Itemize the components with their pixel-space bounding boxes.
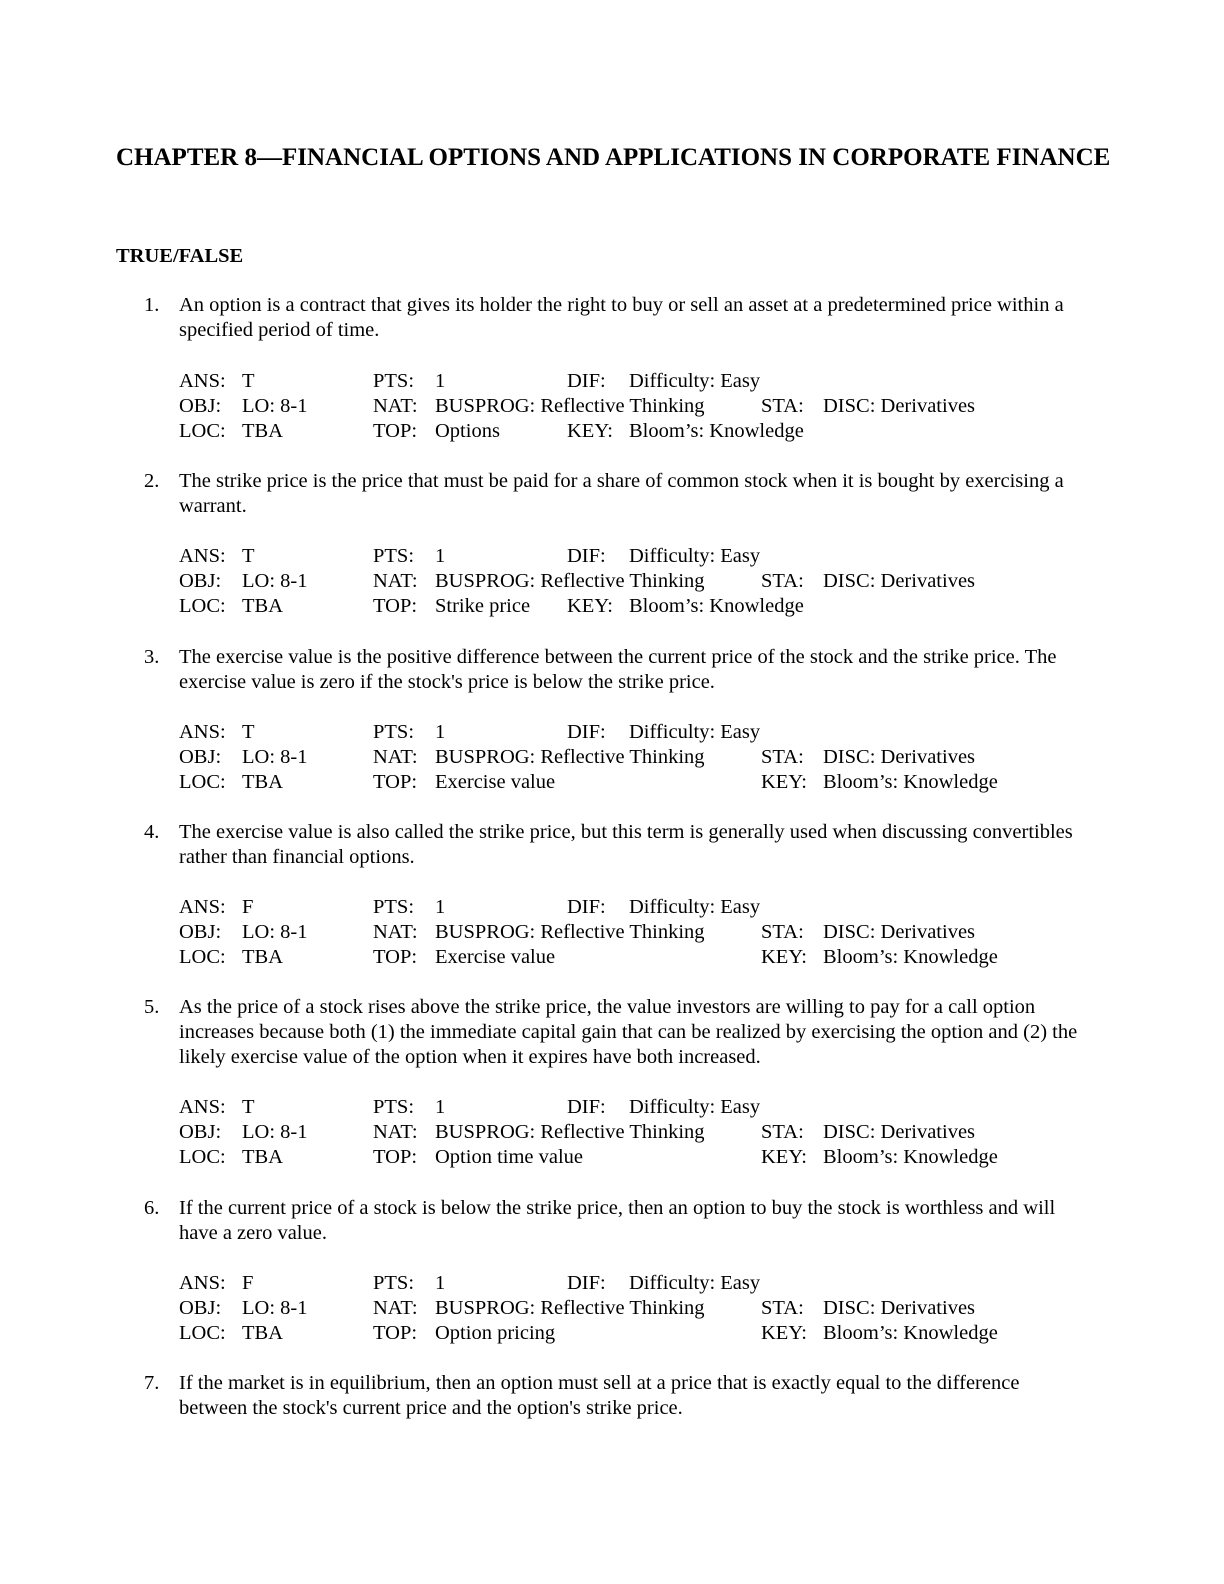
- obj-label: OBJ:: [179, 1297, 222, 1319]
- sta-label: STA:: [761, 395, 804, 417]
- ans-label: ANS:: [179, 1096, 226, 1118]
- dif-value: Difficulty: Easy: [629, 1096, 761, 1118]
- answer-metadata-5: [0, 1095, 1224, 1170]
- question-text: If the market is in equilibrium, then an option must sell at a price that is exactly equal to the difference between the stock's current price and the option's strike price.: [179, 1372, 1020, 1419]
- loc-label: LOC:: [179, 1146, 226, 1168]
- ans-value: T: [242, 370, 255, 392]
- key-label: KEY:: [567, 595, 613, 617]
- meta-line-loc: [0, 770, 1224, 795]
- question-text: If the current price of a stock is below the strike price, then an option to buy the stock is worthless and will have a zero value.: [179, 1197, 1056, 1244]
- top-label: TOP:: [373, 946, 418, 968]
- sta-label: STA:: [761, 570, 804, 592]
- meta-line-ans: [0, 1271, 1224, 1296]
- meta-line-loc: [0, 1321, 1224, 1346]
- obj-value: LO: 8-1: [242, 1121, 308, 1143]
- ans-value: T: [242, 1096, 255, 1118]
- pts-label: PTS:: [373, 370, 415, 392]
- obj-value: LO: 8-1: [242, 1297, 308, 1319]
- top-label: TOP:: [373, 595, 418, 617]
- top-value: Option pricing: [435, 1322, 556, 1344]
- obj-value: LO: 8-1: [242, 921, 308, 943]
- meta-line-obj: [0, 1120, 1224, 1145]
- meta-line-obj: [0, 394, 1224, 419]
- dif-label: DIF:: [567, 721, 606, 743]
- loc-value: TBA: [242, 420, 283, 442]
- meta-line-obj: [0, 569, 1224, 594]
- meta-line-ans: [0, 895, 1224, 920]
- ans-label: ANS:: [179, 370, 226, 392]
- answer-metadata-2: [0, 544, 1224, 619]
- question-number: 2.: [144, 470, 160, 492]
- dif-value: Difficulty: Easy: [629, 1272, 761, 1294]
- ans-label: ANS:: [179, 896, 226, 918]
- question-number: 5.: [144, 996, 160, 1018]
- pts-value: 1: [435, 1272, 446, 1294]
- dif-value: Difficulty: Easy: [629, 545, 761, 567]
- nat-label: NAT:: [373, 1121, 418, 1143]
- loc-label: LOC:: [179, 771, 226, 793]
- pts-label: PTS:: [373, 545, 415, 567]
- loc-label: LOC:: [179, 1322, 226, 1344]
- ans-value: F: [242, 1272, 254, 1294]
- question-number: 7.: [144, 1372, 160, 1394]
- meta-line-loc: [0, 594, 1224, 619]
- question-number: 1.: [144, 294, 160, 316]
- pts-value: 1: [435, 721, 446, 743]
- sta-value: DISC: Derivatives: [823, 921, 976, 943]
- meta-line-loc: [0, 419, 1224, 444]
- section-title: TRUE/FALSE: [116, 245, 244, 267]
- loc-value: TBA: [242, 946, 283, 968]
- meta-line-loc: [0, 1145, 1224, 1170]
- nat-label: NAT:: [373, 1297, 418, 1319]
- nat-value: BUSPROG: Reflective Thinking: [435, 1297, 705, 1319]
- meta-line-ans: [0, 720, 1224, 745]
- question-number: 6.: [144, 1197, 160, 1219]
- key-label: KEY:: [567, 420, 613, 442]
- question-text: The strike price is the price that must be paid for a share of common stock when it is bought by exercising a warrant.: [179, 470, 1064, 517]
- dif-label: DIF:: [567, 896, 606, 918]
- nat-value: BUSPROG: Reflective Thinking: [435, 746, 705, 768]
- meta-line-obj: [0, 1296, 1224, 1321]
- pts-label: PTS:: [373, 896, 415, 918]
- ans-value: T: [242, 721, 255, 743]
- sta-value: DISC: Derivatives: [823, 746, 976, 768]
- dif-value: Difficulty: Easy: [629, 721, 761, 743]
- ans-value: T: [242, 545, 255, 567]
- nat-value: BUSPROG: Reflective Thinking: [435, 570, 705, 592]
- sta-label: STA:: [761, 1297, 804, 1319]
- sta-label: STA:: [761, 1121, 804, 1143]
- question-text: As the price of a stock rises above the strike price, the value investors are willing to pay for a call option increases because both (1) the immediate capital gain that can be realized by exercising the option and (2) the likely exercise value of the option when it expires have both increased.: [179, 996, 1078, 1068]
- obj-label: OBJ:: [179, 570, 222, 592]
- top-value: Option time value: [435, 1146, 584, 1168]
- key-value: Bloom’s: Knowledge: [629, 420, 804, 442]
- answer-metadata-6: [0, 1271, 1224, 1346]
- sta-label: STA:: [761, 746, 804, 768]
- pts-value: 1: [435, 370, 446, 392]
- dif-value: Difficulty: Easy: [629, 896, 761, 918]
- top-value: Exercise value: [435, 771, 556, 793]
- question-text: An option is a contract that gives its holder the right to buy or sell an asset at a predetermined price within a specified period of time.: [179, 294, 1064, 341]
- obj-label: OBJ:: [179, 921, 222, 943]
- meta-line-ans: [0, 544, 1224, 569]
- question-text: The exercise value is the positive difference between the current price of the stock and the strike price. The exercise value is zero if the stock's price is below the strike price.: [179, 646, 1057, 693]
- dif-value: Difficulty: Easy: [629, 370, 761, 392]
- sta-value: DISC: Derivatives: [823, 570, 976, 592]
- loc-label: LOC:: [179, 595, 226, 617]
- meta-line-obj: [0, 920, 1224, 945]
- nat-label: NAT:: [373, 921, 418, 943]
- answer-metadata-3: [0, 720, 1224, 795]
- nat-value: BUSPROG: Reflective Thinking: [435, 1121, 705, 1143]
- pts-value: 1: [435, 896, 446, 918]
- key-value: Bloom’s: Knowledge: [823, 946, 998, 968]
- loc-label: LOC:: [179, 420, 226, 442]
- nat-label: NAT:: [373, 746, 418, 768]
- sta-value: DISC: Derivatives: [823, 395, 976, 417]
- chapter-title: CHAPTER 8—FINANCIAL OPTIONS AND APPLICATIONS IN CORPORATE FINANCE: [116, 144, 1111, 171]
- dif-label: DIF:: [567, 1272, 606, 1294]
- nat-label: NAT:: [373, 570, 418, 592]
- obj-label: OBJ:: [179, 1121, 222, 1143]
- ans-label: ANS:: [179, 721, 226, 743]
- key-label: KEY:: [761, 1146, 807, 1168]
- pts-value: 1: [435, 545, 446, 567]
- dif-label: DIF:: [567, 370, 606, 392]
- pts-label: PTS:: [373, 1096, 415, 1118]
- loc-value: TBA: [242, 1322, 283, 1344]
- question-text: The exercise value is also called the strike price, but this term is generally used when discussing convertibles rather than financial options.: [179, 821, 1073, 868]
- top-value: Strike price: [435, 595, 531, 617]
- key-label: KEY:: [761, 1322, 807, 1344]
- sta-label: STA:: [761, 921, 804, 943]
- nat-value: BUSPROG: Reflective Thinking: [435, 395, 705, 417]
- loc-label: LOC:: [179, 946, 226, 968]
- obj-label: OBJ:: [179, 395, 222, 417]
- key-label: KEY:: [761, 771, 807, 793]
- obj-value: LO: 8-1: [242, 570, 308, 592]
- top-label: TOP:: [373, 420, 418, 442]
- key-value: Bloom’s: Knowledge: [823, 1322, 998, 1344]
- meta-line-ans: [0, 1095, 1224, 1120]
- meta-line-obj: [0, 745, 1224, 770]
- pts-value: 1: [435, 1096, 446, 1118]
- ans-label: ANS:: [179, 545, 226, 567]
- key-value: Bloom’s: Knowledge: [629, 595, 804, 617]
- pts-label: PTS:: [373, 721, 415, 743]
- top-label: TOP:: [373, 1322, 418, 1344]
- meta-line-loc: [0, 945, 1224, 970]
- key-label: KEY:: [761, 946, 807, 968]
- loc-value: TBA: [242, 771, 283, 793]
- ans-label: ANS:: [179, 1272, 226, 1294]
- top-value: Options: [435, 420, 500, 442]
- top-label: TOP:: [373, 1146, 418, 1168]
- pts-label: PTS:: [373, 1272, 415, 1294]
- nat-label: NAT:: [373, 395, 418, 417]
- question-number: 3.: [144, 646, 160, 668]
- obj-value: LO: 8-1: [242, 746, 308, 768]
- answer-metadata-4: [0, 895, 1224, 970]
- top-label: TOP:: [373, 771, 418, 793]
- answer-metadata-1: [0, 369, 1224, 444]
- key-value: Bloom’s: Knowledge: [823, 1146, 998, 1168]
- meta-line-ans: [0, 369, 1224, 394]
- obj-value: LO: 8-1: [242, 395, 308, 417]
- top-value: Exercise value: [435, 946, 556, 968]
- ans-value: F: [242, 896, 254, 918]
- dif-label: DIF:: [567, 1096, 606, 1118]
- sta-value: DISC: Derivatives: [823, 1297, 976, 1319]
- dif-label: DIF:: [567, 545, 606, 567]
- key-value: Bloom’s: Knowledge: [823, 771, 998, 793]
- loc-value: TBA: [242, 1146, 283, 1168]
- obj-label: OBJ:: [179, 746, 222, 768]
- sta-value: DISC: Derivatives: [823, 1121, 976, 1143]
- question-number: 4.: [144, 821, 160, 843]
- nat-value: BUSPROG: Reflective Thinking: [435, 921, 705, 943]
- loc-value: TBA: [242, 595, 283, 617]
